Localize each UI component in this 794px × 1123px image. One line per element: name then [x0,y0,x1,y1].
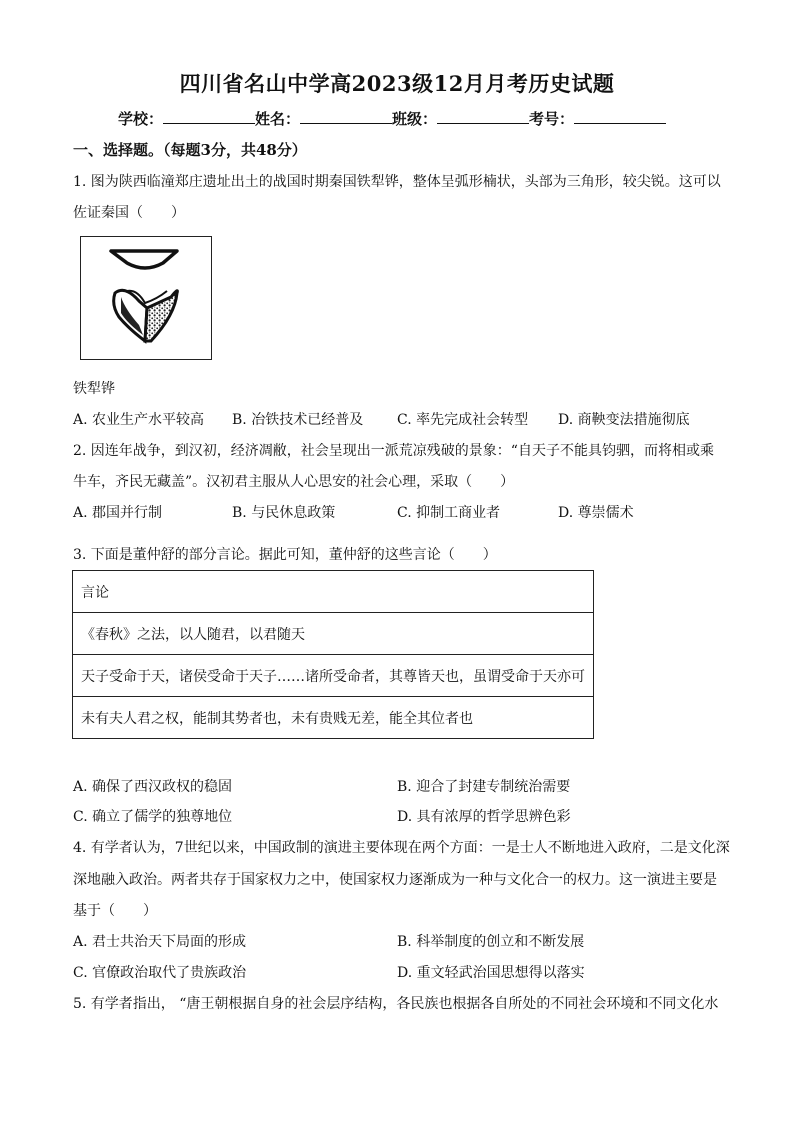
table-header-cell: 言论 [73,571,594,613]
exam-no-label: 考号： [529,110,575,128]
q2-option-a[interactable]: A. 郡国并行制 [73,505,163,521]
table-row [73,613,594,655]
q3-option-a[interactable]: A. 确保了西汉政权的稳固 [73,779,233,795]
q3-option-b[interactable]: B. 迎合了封建专制统治需要 [397,779,571,795]
student-info-line [118,108,666,129]
q1-option-a[interactable]: A. 农业生产水平较高 [73,412,205,428]
table-cell: 《春秋》之法，以人随君，以君随天 [73,613,594,655]
q4-stem-line3: 基于（ ） [73,903,157,919]
table-cell: 天子受命于天，诸侯受命于天子……诸所受命者，其尊皆天也，虽谓受命于天亦可 [73,655,594,697]
q4-option-d[interactable]: D. 重文轻武治国思想得以落实 [397,965,585,981]
q4-option-a[interactable]: A. 君士共治天下局面的形成 [73,934,247,950]
q2-stem-line2: 牛车，齐民无藏盖”。汉初君主服从人心思安的社会心理，采取（ ） [73,474,515,490]
q1-option-d[interactable]: D. 商鞅变法措施彻底 [558,412,690,428]
q1-stem-line1: 1. 图为陕西临潼郑庄遗址出土的战国时期秦国铁犁铧，整体呈弧形楠状，头部为三角形，较尖锐。这可以 [73,174,721,190]
q3-option-d[interactable]: D. 具有浓厚的哲学思辨色彩 [397,809,571,825]
table-cell: 未有夫人君之权，能制其势者也，未有贵贱无差，能全其位者也 [73,697,594,739]
q1-option-c[interactable]: C. 率先完成社会转型 [397,412,529,428]
q1-stem-line2: 佐证秦国（ ） [73,205,185,221]
q2-option-d[interactable]: D. 尊崇儒术 [558,505,634,521]
q4-option-c[interactable]: C. 官僚政治取代了贵族政治 [73,965,247,981]
q5-stem-line1: 5. 有学者指出， “唐王朝根据自身的社会层序结构，各民族也根据各自所处的不同社会环境和不同文化水 [73,996,719,1012]
name-label: 姓名： [255,110,301,128]
section-heading: 一、选择题。（每题3分，共48分） [73,141,307,159]
school-label: 学校： [118,110,164,128]
q2-stem-line1: 2. 因连年战争，到汉初，经济凋敝，社会呈现出一派荒凉残破的景象：“自天子不能具钧驷，而将相或乘 [73,443,714,459]
q4-stem-line2: 深地融入政治。两者共存于国家权力之中，使国家权力逐渐成为一种与文化合一的权力。这一演进主要是 [73,872,717,888]
school-blank [163,109,255,124]
iron-plowshare-figure [80,236,212,360]
q1-option-b[interactable]: B. 冶铁技术已经普及 [232,412,364,428]
table-row [73,697,594,739]
class-label: 班级： [392,110,438,128]
q2-option-b[interactable]: B. 与民休息政策 [232,505,336,521]
q4-option-b[interactable]: B. 科举制度的创立和不断发展 [397,934,585,950]
iron-plowshare-image [81,237,210,358]
q4-stem-line1: 4. 有学者认为，7世纪以来，中国政制的演进主要体现在两个方面：一是士人不断地进入政府，二是文化深 [73,840,730,856]
class-blank [437,109,529,124]
exam-no-blank [574,109,666,124]
table-row [73,571,594,613]
q3-stem-line1: 3. 下面是董仲舒的部分言论。据此可知，董仲舒的这些言论（ ） [73,547,497,563]
q2-option-c[interactable]: C. 抑制工商业者 [397,505,501,521]
quotes-table [72,570,594,739]
q3-option-c[interactable]: C. 确立了儒学的独尊地位 [73,809,233,825]
figure-caption: 铁犁铧 [73,381,115,397]
name-blank [300,109,392,124]
table-row [73,655,594,697]
exam-title: 四川省名山中学高2023级12月月考历史试题 [179,71,615,96]
